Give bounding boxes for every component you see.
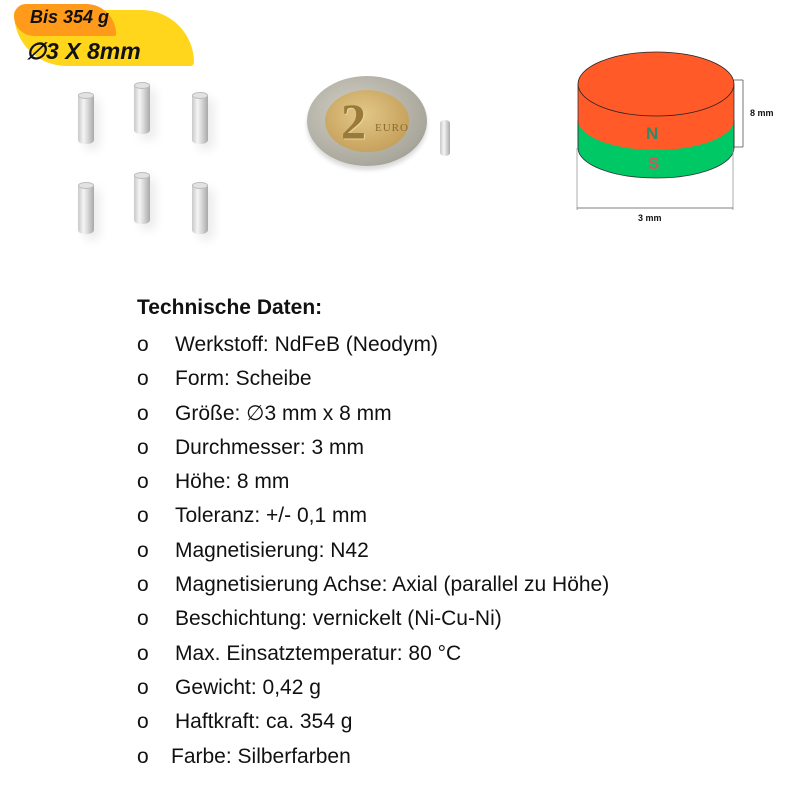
- list-item: [137, 431, 609, 465]
- cylinder-magnets-photo: [60, 70, 230, 250]
- north-pole-label: N: [646, 124, 659, 143]
- technical-data-section: [137, 294, 609, 774]
- two-euro-coin-icon: [307, 76, 427, 166]
- magnet-rod-icon: [192, 182, 208, 234]
- magnet-rod-icon: [440, 120, 450, 156]
- technical-data-list: [137, 328, 609, 774]
- magnet-dimension-diagram: [560, 50, 800, 240]
- list-item: [137, 705, 609, 739]
- magnet-rod-icon: [134, 172, 150, 224]
- list-item: [137, 328, 609, 362]
- list-item: [137, 602, 609, 636]
- coin-text: EURO: [375, 122, 409, 134]
- list-item: [137, 637, 609, 671]
- magnet-rod-icon: [134, 82, 150, 134]
- item-text: Max. Einsatztemperatur: 80 °C: [175, 641, 462, 665]
- magnet-rod-icon: [192, 92, 208, 144]
- technical-data-title: Technische Daten:: [137, 296, 323, 319]
- list-item: [137, 534, 609, 568]
- bullet-icon: o: [137, 333, 149, 356]
- list-item: [137, 465, 609, 499]
- magnet-cylinder-icon: [560, 50, 800, 240]
- item-text: Haftkraft: ca. 354 g: [175, 710, 353, 734]
- bullet-icon: o: [137, 607, 149, 631]
- bullet-icon: o: [137, 641, 149, 665]
- item-text: Größe: ∅3 mm x 8 mm: [175, 401, 392, 425]
- badge-force-label: Bis 354 g: [30, 7, 110, 27]
- coin-comparison-photo: [295, 70, 465, 180]
- height-label: 8 mm: [750, 108, 774, 118]
- bullet-icon: o: [137, 401, 149, 425]
- bullet-icon: o: [137, 367, 149, 391]
- size-badge: [0, 0, 195, 70]
- bullet-icon: o: [137, 435, 149, 459]
- diameter-label: 3 mm: [638, 213, 662, 223]
- item-text: Magnetisierung Achse: Axial (parallel zu Höhe): [175, 573, 610, 597]
- list-item: [137, 362, 609, 396]
- bullet-icon: o: [137, 710, 149, 734]
- list-item: [137, 397, 609, 431]
- coin-center: [325, 90, 409, 152]
- bullet-icon: o: [137, 504, 149, 528]
- magnet-rod-icon: [78, 182, 94, 234]
- bullet-icon: o: [137, 744, 149, 768]
- bullet-icon: o: [137, 573, 149, 597]
- list-item: [137, 568, 609, 602]
- list-item: [137, 499, 609, 533]
- item-text: Farbe: Silberfarben: [171, 744, 351, 768]
- list-item: [137, 740, 609, 774]
- bullet-icon: o: [137, 470, 149, 494]
- bullet-icon: o: [137, 538, 149, 562]
- list-item: [137, 671, 609, 705]
- magnet-rod-icon: [78, 92, 94, 144]
- coin-numeral: 2: [341, 93, 366, 149]
- badge-size-label: ∅3 X 8mm: [26, 38, 141, 64]
- item-text: Toleranz: +/- 0,1 mm: [175, 504, 367, 528]
- item-text: Werkstoff: NdFeB (Neodym): [175, 333, 438, 356]
- item-text: Gewicht: 0,42 g: [175, 675, 321, 699]
- item-text: Magnetisierung: N42: [175, 538, 369, 562]
- item-text: Beschichtung: vernickelt (Ni-Cu-Ni): [175, 607, 502, 631]
- item-text: Form: Scheibe: [175, 367, 312, 391]
- item-text: Durchmesser: 3 mm: [175, 435, 365, 459]
- item-text: Höhe: 8 mm: [175, 470, 290, 494]
- bullet-icon: o: [137, 675, 149, 699]
- south-pole-label: S: [648, 154, 660, 173]
